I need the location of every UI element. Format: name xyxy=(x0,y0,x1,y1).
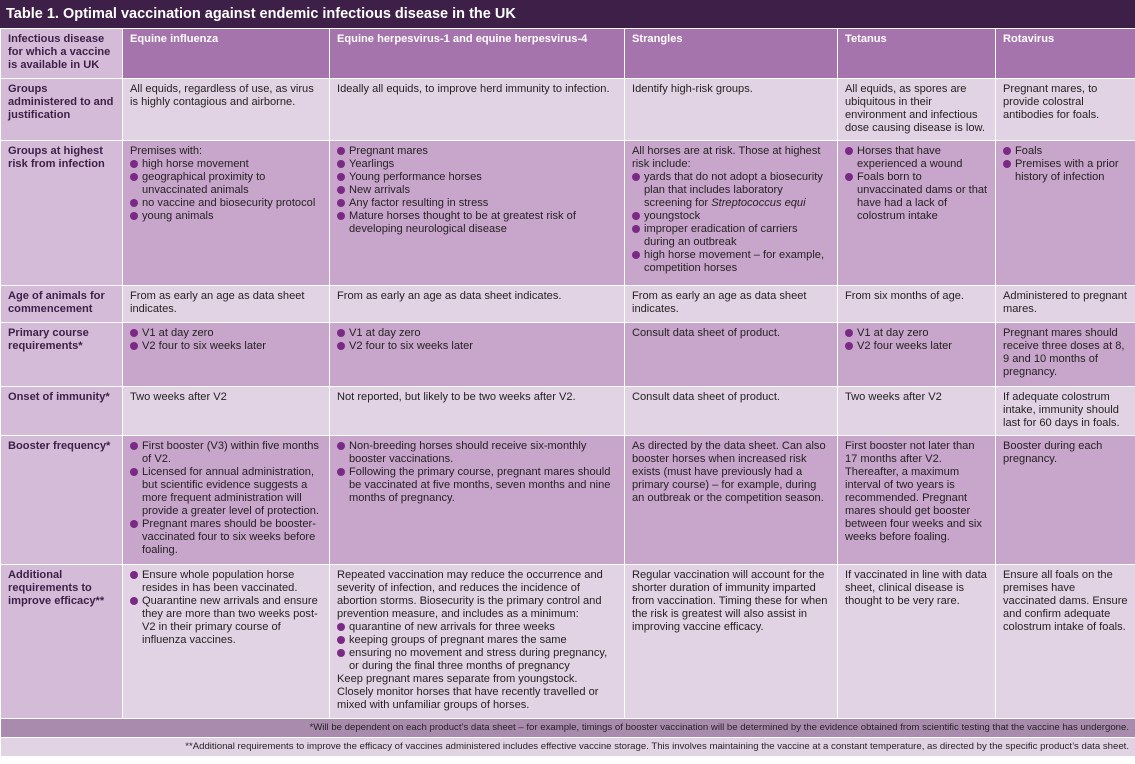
bullet-list xyxy=(130,440,322,557)
header-row xyxy=(1,29,1135,79)
table-cell: Ensure all foals on the premises have vaccinated dams. Ensure and confirm adequate colostrum intake of foals. xyxy=(996,565,1135,719)
footnote-1: *Will be dependent on each product’s data sheet – for example, timings of booster vaccination will be determined by the evidence obtained from scientific testing that the vaccine has undergone. xyxy=(1,719,1135,738)
header-rotavirus: Rotavirus xyxy=(996,29,1135,79)
list-item: young animals xyxy=(130,210,322,223)
table-cell: Consult data sheet of product. xyxy=(625,323,838,387)
table-cell: Pregnant mares should receive three doses at 8, 9 and 10 months of pregnancy. xyxy=(996,323,1135,387)
list-item: V2 four to six weeks later xyxy=(337,340,617,353)
list-item: V1 at day zero xyxy=(130,327,322,340)
header-strangles: Strangles xyxy=(625,29,838,79)
header-equine-influenza: Equine influenza xyxy=(123,29,330,79)
table-cell xyxy=(996,141,1135,286)
table-cell xyxy=(123,436,330,565)
footnote-2: **Additional requirements to improve the efficacy of vaccines administered includes effective vaccine storage. This involves maintaining the vaccine at a constant temperature, as directed by the specific product’s data sheet. xyxy=(1,738,1135,757)
list-item: high horse movement – for example, competition horses xyxy=(632,249,830,275)
cell-intro: All horses are at risk. Those at highest risk include: xyxy=(632,145,821,170)
table-cell: From as early an age as data sheet indicates. xyxy=(330,286,625,323)
cell-note: Keep pregnant mares separate from youngstock. xyxy=(337,673,578,685)
list-item: New arrivals xyxy=(337,184,617,197)
list-item: Following the primary course, pregnant mares should be vaccinated at five months, seven months and nine months of pregnancy. xyxy=(337,466,617,505)
header-disease: Infectious disease for which a vaccine is available in UK xyxy=(1,29,123,79)
row-primary-course xyxy=(1,323,1135,387)
list-item: Young performance horses xyxy=(337,171,617,184)
bullet-list xyxy=(130,158,322,223)
table-title: Table 1. Optimal vaccination against endemic infectious disease in the UK xyxy=(0,0,1135,28)
header-equine-herpesvirus: Equine herpesvirus-1 and equine herpesvirus-4 xyxy=(330,29,625,79)
footnote-row-2 xyxy=(1,738,1135,757)
table-cell: Two weeks after V2 xyxy=(123,387,330,436)
list-item: Quarantine new arrivals and ensure they are more than two weeks post-V2 in their primary course of influenza vaccines. xyxy=(130,595,322,647)
table-cell: All equids, as spores are ubiquitous in their environment and infectious dose causing disease is low. xyxy=(838,79,996,141)
list-item: First booster (V3) within five months of V2. xyxy=(130,440,322,466)
bullet-list xyxy=(1003,145,1128,184)
list-item: V2 four to six weeks later xyxy=(130,340,322,353)
list-item: Horses that have experienced a wound xyxy=(845,145,988,171)
list-item: high horse movement xyxy=(130,158,322,171)
table-cell xyxy=(123,141,330,286)
list-item: Any factor resulting in stress xyxy=(337,197,617,210)
row-label: Groups at highest risk from infection xyxy=(1,141,123,286)
row-additional xyxy=(1,565,1135,719)
table-cell xyxy=(330,436,625,565)
table-cell xyxy=(330,565,625,719)
vaccination-table xyxy=(0,28,1135,757)
bullet-list xyxy=(337,327,617,353)
table-cell: First booster not later than 17 months after V2. Thereafter, a maximum interval of two years is recommended. Pregnant mares should get booster between four weeks and six weeks before foaling. xyxy=(838,436,996,565)
table-cell: Ideally all equids, to improve herd immunity to infection. xyxy=(330,79,625,141)
list-item: keeping groups of pregnant mares the same xyxy=(337,634,617,647)
bullet-list xyxy=(130,569,322,647)
bullet-list xyxy=(337,145,617,236)
footnote-row-1 xyxy=(1,719,1135,738)
table-cell: Not reported, but likely to be two weeks after V2. xyxy=(330,387,625,436)
bullet-list xyxy=(130,327,322,353)
table-cell: All equids, regardless of use, as virus is highly contagious and airborne. xyxy=(123,79,330,141)
list-item: Ensure whole population horse resides in has been vaccinated. xyxy=(130,569,322,595)
bullet-list xyxy=(845,327,988,353)
list-item: no vaccine and biosecurity protocol xyxy=(130,197,322,210)
table-cell: If vaccinated in line with data sheet, clinical disease is thought to be very rare. xyxy=(838,565,996,719)
bullet-list xyxy=(632,171,830,275)
bullet-list xyxy=(337,621,617,673)
table-cell: As directed by the data sheet. Can also booster horses when increased risk exists (must have previously had a primary course) – for example, during an outbreak or the competition season. xyxy=(625,436,838,565)
species-name: Streptococcus equi xyxy=(711,197,806,209)
list-item: Pregnant mares should be booster-vaccinated four to six weeks before foaling. xyxy=(130,518,322,557)
table-cell xyxy=(838,141,996,286)
list-item: V1 at day zero xyxy=(845,327,988,340)
header-tetanus: Tetanus xyxy=(838,29,996,79)
list-item: V1 at day zero xyxy=(337,327,617,340)
bullet-list xyxy=(845,145,988,223)
table-cell: Booster during each pregnancy. xyxy=(996,436,1135,565)
list-item: quarantine of new arrivals for three weeks xyxy=(337,621,617,634)
table-cell xyxy=(838,323,996,387)
list-item-text: yards that do not adopt a biosecurity plan that includes laboratory screening for xyxy=(644,171,823,209)
row-label: Additional requirements to improve efficacy** xyxy=(1,565,123,719)
list-item xyxy=(632,171,830,210)
bullet-list xyxy=(337,440,617,505)
table-cell: From as early an age as data sheet indicates. xyxy=(123,286,330,323)
table-cell: Two weeks after V2 xyxy=(838,387,996,436)
table-cell: Identify high-risk groups. xyxy=(625,79,838,141)
row-label: Groups administered to and justification xyxy=(1,79,123,141)
list-item: V2 four weeks later xyxy=(845,340,988,353)
table-cell: Administered to pregnant mares. xyxy=(996,286,1135,323)
table-cell xyxy=(330,323,625,387)
table-cell: From six months of age. xyxy=(838,286,996,323)
table-cell xyxy=(625,141,838,286)
row-groups xyxy=(1,79,1135,141)
table-cell xyxy=(330,141,625,286)
list-item: Pregnant mares xyxy=(337,145,617,158)
list-item: Licensed for annual administration, but scientific evidence suggests a more frequent administration will provide a greater level of protection. xyxy=(130,466,322,518)
table-cell: Pregnant mares, to provide colostral antibodies for foals. xyxy=(996,79,1135,141)
table-cell: Consult data sheet of product. xyxy=(625,387,838,436)
list-item: youngstock xyxy=(632,210,830,223)
table-cell: Regular vaccination will account for the shorter duration of immunity imparted from vaccination. Timing these for when the risk is greatest will also assist in improving vaccine efficacy. xyxy=(625,565,838,719)
list-item: Foals xyxy=(1003,145,1128,158)
row-onset xyxy=(1,387,1135,436)
row-booster xyxy=(1,436,1135,565)
cell-note: Closely monitor horses that have recently travelled or mixed with unfamiliar groups of horses. xyxy=(337,686,599,711)
row-label: Primary course requirements* xyxy=(1,323,123,387)
table-cell: If adequate colostrum intake, immunity should last for 60 days in foals. xyxy=(996,387,1135,436)
list-item: Yearlings xyxy=(337,158,617,171)
row-risk xyxy=(1,141,1135,286)
list-item: geographical proximity to unvaccinated animals xyxy=(130,171,322,197)
list-item: Mature horses thought to be at greatest risk of developing neurological disease xyxy=(337,210,617,236)
row-label: Age of animals for commencement xyxy=(1,286,123,323)
list-item: ensuring no movement and stress during pregnancy, or during the final three months of pregnancy xyxy=(337,647,617,673)
table-cell xyxy=(123,565,330,719)
row-label: Booster frequency* xyxy=(1,436,123,565)
cell-intro: Repeated vaccination may reduce the occurrence and severity of infection, and reduces the incidence of abortion storms. Biosecurity is the primary control and prevention measure, and includes as a minimum: xyxy=(337,569,603,620)
cell-intro: Premises with: xyxy=(130,145,203,157)
list-item: Non-breeding horses should receive six-monthly booster vaccinations. xyxy=(337,440,617,466)
row-label: Onset of immunity* xyxy=(1,387,123,436)
list-item: Premises with a prior history of infection xyxy=(1003,158,1128,184)
list-item: Foals born to unvaccinated dams or that have had a lack of colostrum intake xyxy=(845,171,988,223)
table-cell: From as early an age as data sheet indicates. xyxy=(625,286,838,323)
table-cell xyxy=(123,323,330,387)
list-item: improper eradication of carriers during an outbreak xyxy=(632,223,830,249)
row-age xyxy=(1,286,1135,323)
